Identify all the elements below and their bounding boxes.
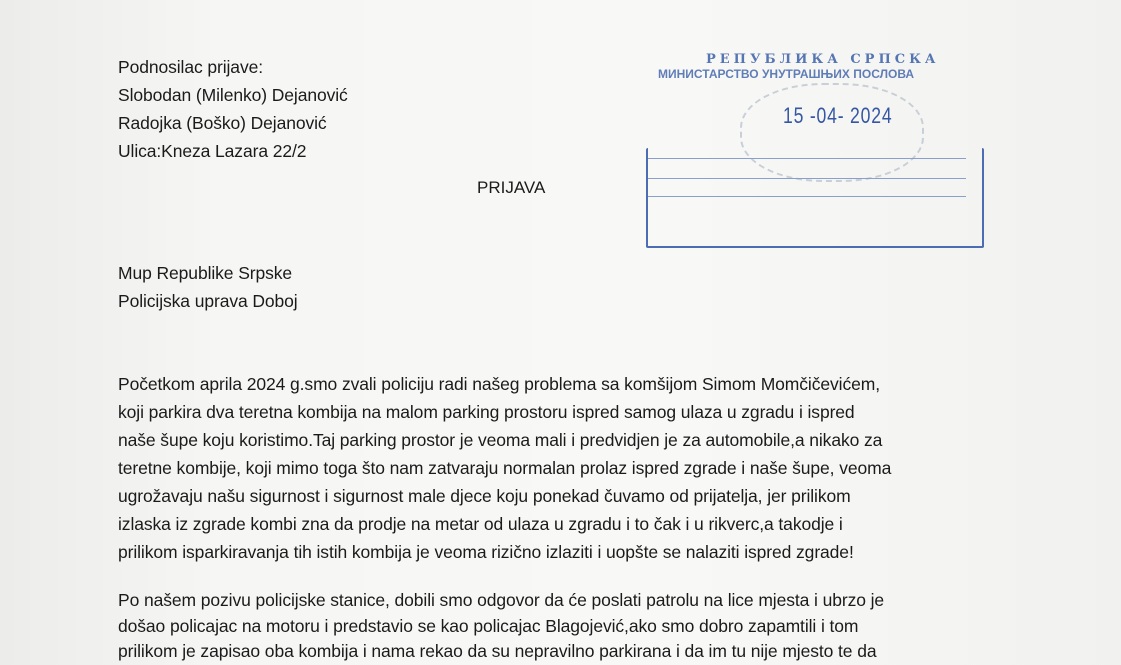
applicant-label: Podnosilac prijave: (118, 57, 263, 77)
text-line: Početkom aprila 2024 g.smo zvali policiju radi našeg problema sa komšijom Simom Momčičevićem, (118, 374, 880, 394)
applicant-name-1: Slobodan (Milenko) Dejanović (118, 85, 348, 105)
stamp-republic-text: РЕПУБЛИКА СРПСКА (706, 52, 940, 67)
body-paragraph-1 (118, 370, 891, 566)
applicant-block (118, 53, 348, 165)
text-line: teretne kombije, koji mimo toga što nam zatvaraju normalan prolaz ispred zgrade i naše šupe, veoma (118, 458, 892, 478)
text-line: ugrožavaju našu sigurnost i sigurnost male djece koju ponekad čuvamo od prijatelja, jer prilikom (118, 486, 851, 506)
text-line: naše šupe koju koristimo.Taj parking prostor je veoma mali i predvidjen je za automobile,a nikako za (118, 430, 883, 450)
text-line: došao policajac na motoru i predstavio se kao policajac Blagojević,ako smo dobro zapamtili i tom (118, 615, 859, 636)
recipient-line-1: Mup Republike Srpske (118, 263, 293, 283)
body-paragraph-2 (118, 588, 884, 665)
document-title: PRIJAVA (477, 178, 546, 197)
recipient-block (118, 259, 298, 315)
text-line: Po našem pozivu policijske stanice, dobili smo odgovor da će poslati patrolu na lice mjesta i ubrzo je (118, 590, 885, 610)
text-line: prilikom isparkiravanja tih istih kombija je veoma rizično izlaziti i uopšte se nalaziti ispred zgrade! (118, 542, 854, 562)
stamp-date: 15 -04- 2024 (783, 103, 893, 128)
stamp-frame (646, 148, 984, 248)
applicant-address: Ulica:Kneza Lazara 22/2 (118, 141, 307, 161)
recipient-line-2: Policijska uprava Doboj (118, 291, 298, 311)
stamp-ministry-text: МИНИСТАРСТВО УНУТРАШЊИХ ПОСЛОВА (658, 67, 915, 81)
applicant-name-2: Radojka (Boško) Dejanović (118, 113, 327, 133)
text-line: izlaska iz zgrade kombi zna da prodje na metar od ulaza u zgradu i to čak i u rikverc,a takodje i (118, 514, 843, 534)
text-line: prilikom je zapisao oba kombija i nama rekao da su nepravilno parkirana i da im tu nije mjesto te da (118, 641, 877, 661)
ministry-stamp (640, 48, 990, 253)
text-line: koji parkira dva teretna kombija na malom parking prostoru ispred samog ulaza u zgradu i ispred (118, 402, 855, 422)
